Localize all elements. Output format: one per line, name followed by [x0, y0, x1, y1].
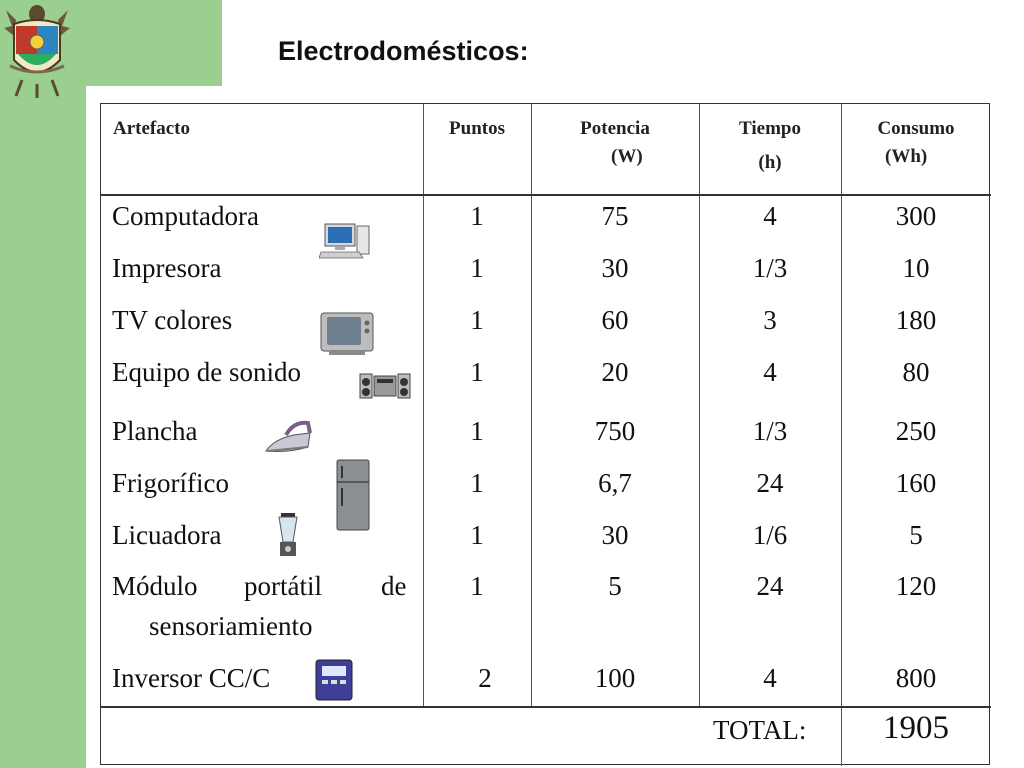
- row-artefacto: Impresora: [112, 253, 222, 283]
- row-potencia: 6,7: [598, 468, 632, 498]
- computer-icon: [319, 222, 373, 260]
- row-tiempo: 1/6: [752, 520, 788, 550]
- total-divider: [101, 706, 991, 708]
- header-tiempo-unit: (h): [758, 152, 782, 173]
- row-potencia: 5: [608, 571, 622, 601]
- row-tiempo: 24: [756, 571, 784, 601]
- row-puntos: 1: [470, 305, 484, 335]
- row-consumo: 160: [895, 468, 937, 498]
- row-artefacto: Licuadora: [112, 520, 222, 550]
- row-consumo: 120: [895, 571, 937, 601]
- row-tiempo: 1/3: [752, 416, 788, 446]
- row-artefacto: Plancha: [112, 416, 198, 446]
- header-artefacto: Artefacto: [113, 118, 191, 139]
- row-potencia: 20: [601, 357, 629, 387]
- row-tiempo: 4: [763, 357, 777, 387]
- iron-icon: [264, 417, 314, 457]
- row-artefacto: Equipo de sonido: [112, 357, 301, 387]
- row-potencia: 100: [594, 663, 636, 693]
- header-consumo-unit: (Wh): [885, 146, 928, 167]
- university-crest-logo: [2, 2, 72, 100]
- tv-icon: [319, 311, 375, 357]
- header-potencia-unit: (W): [611, 146, 643, 167]
- row-artefacto: Computadora: [112, 201, 259, 231]
- row-puntos: 1: [470, 468, 484, 498]
- row-artefacto: Frigorífico: [112, 468, 229, 498]
- row-puntos: 1: [470, 253, 484, 283]
- header-consumo: Consumo: [877, 118, 955, 139]
- row-artefacto-word: de: [381, 571, 407, 601]
- slide-title: Electrodomésticos:: [278, 36, 529, 66]
- row-tiempo: 4: [763, 663, 777, 693]
- row-puntos: 1: [470, 571, 484, 601]
- fridge-icon: [335, 458, 371, 532]
- green-side-band: [0, 86, 86, 768]
- appliances-table: [100, 103, 990, 765]
- header-divider: [101, 194, 991, 196]
- row-tiempo: 1/3: [752, 253, 788, 283]
- row-consumo: 800: [895, 663, 937, 693]
- row-artefacto: TV colores: [112, 305, 233, 335]
- row-potencia: 30: [601, 253, 629, 283]
- row-artefacto-line2: sensoriamiento: [149, 611, 313, 641]
- row-tiempo: 4: [763, 201, 777, 231]
- row-puntos: 1: [470, 201, 484, 231]
- row-puntos: 1: [470, 357, 484, 387]
- header-tiempo: Tiempo: [739, 118, 801, 139]
- header-puntos: Puntos: [449, 118, 505, 139]
- blender-icon: [273, 512, 303, 560]
- total-value: 1905: [883, 710, 949, 746]
- row-puntos: 1: [470, 416, 484, 446]
- row-tiempo: 3: [763, 305, 777, 335]
- header-potencia: Potencia: [580, 118, 650, 139]
- row-artefacto-word: portátil: [244, 571, 322, 601]
- inverter-icon: [314, 658, 354, 702]
- row-consumo: 80: [902, 357, 930, 387]
- row-puntos: 1: [470, 520, 484, 550]
- row-consumo: 300: [895, 201, 937, 231]
- row-tiempo: 24: [756, 468, 784, 498]
- row-potencia: 30: [601, 520, 629, 550]
- row-potencia: 60: [601, 305, 629, 335]
- row-potencia: 750: [594, 416, 636, 446]
- row-consumo: 180: [895, 305, 937, 335]
- stereo-icon: [359, 370, 411, 400]
- row-consumo: 10: [902, 253, 930, 283]
- row-puntos: 2: [478, 663, 492, 693]
- total-label: TOTAL:: [713, 715, 807, 745]
- row-artefacto-word: Módulo: [112, 571, 198, 601]
- row-consumo: 250: [895, 416, 937, 446]
- row-consumo: 5: [909, 520, 923, 550]
- row-artefacto: Inversor CC/C: [112, 663, 271, 693]
- row-potencia: 75: [601, 201, 629, 231]
